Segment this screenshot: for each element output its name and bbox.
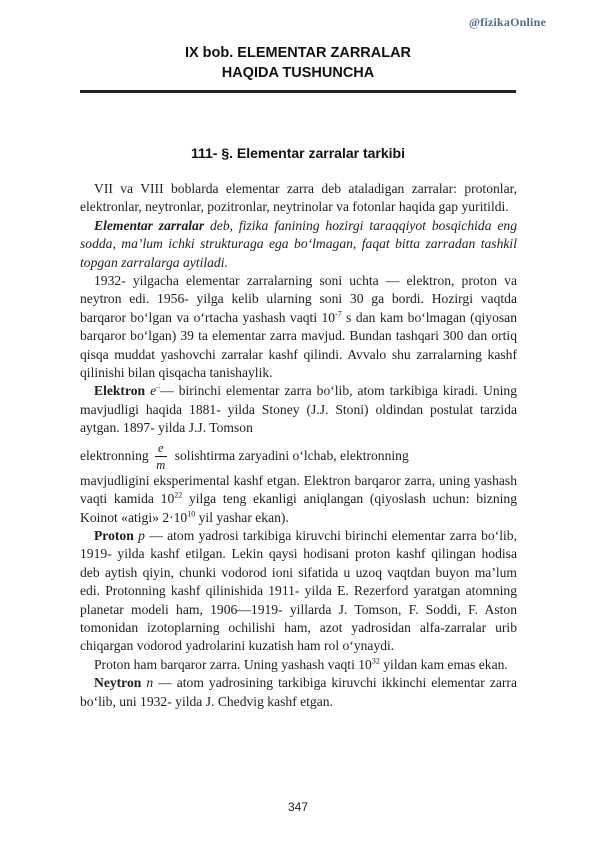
proton-stable-a: Proton ham barqaror zarra. Uning yashash vaqti 10 — [94, 656, 372, 672]
exponent-32: 32 — [371, 656, 380, 666]
fraction-denominator: m — [156, 457, 166, 472]
paragraph-proton-stable — [80, 656, 517, 674]
electron-text-3a: mavjudligini eksperimental kashf etgan. Elektron barqaror zarra, uning yashash vaqti kamida 10 — [80, 472, 517, 507]
electron-fraction-line — [80, 441, 517, 472]
body-text — [80, 180, 517, 711]
history-text-a: 1932- yilgacha elementar zarralarning soni uchta — elektron, proton va neytron edi. 1956- yilga kelib ularning soni 30 ga bordi. Hozirgi vaqtda barqaror bo‘lgan va o‘rtacha yashash vaqti 10 — [80, 273, 517, 325]
electron-text-2: solishtirma zaryadini o‘lchab, elektronning — [174, 447, 409, 463]
paragraph-electron-cont — [80, 472, 517, 527]
paragraph-electron — [80, 382, 517, 437]
neutron-symbol: n — [146, 675, 154, 691]
paragraph-definition — [80, 217, 517, 272]
proton-text: — atom yadrosi tarkibiga kiruvchi birinchi elementar zarra bo‘lib, 1919- yilda kashf etilgan. Lekin qaysi hodisani proton kashf qilingan hodisa deb aytish qiyin, chunki vodorod ioni sifatida u uzoq vaqtdan buyon ma’lum edi. Protonning kashf qilinishida 1911- yilda E. Rezerford yaratgan atomning planetar modeli ham, 1906—1919- yillarda J. Tomson, F. Soddi, F. Aston tomonidan izotoplarning ochilishi ham, azot yadrosidan alfa-zarralar urib chiqargan vodorod yadrolarini kuzatish ham rol o‘ynaydi. — [80, 527, 517, 654]
electron-symbol: e — [150, 383, 157, 399]
definition-text: deb, fizika fanining hozirgi taraqqiyot bosqichida eng sodda, ma’lum ichki strukturaga ega bo‘lmagan, faqat bitta zarradan tashkil topgan zarralarga aytiladi. — [80, 217, 517, 270]
chapter-title — [0, 43, 596, 83]
electron-text-3c: yil yashar ekan). — [195, 509, 289, 525]
chapter-title-line-2: HAQIDA TUSHUNCHA — [221, 65, 375, 81]
exponent-minus-7: -7 — [335, 309, 342, 319]
term-electron: Elektron — [94, 383, 146, 399]
electron-text: — birinchi elementar zarra bo‘lib, atom tarkibiga kiradi. Uning mavjudligi haqida 1881- yilda Stoney (J.J. Stoni) oldindan postulat tarzida aytgan. 1897- yilda J.J. Tomson — [80, 383, 517, 436]
neutron-text: — atom yadrosining tarkibiga kiruvchi ikkinchi elementar zarra bo‘lib, uni 1932- yilda J. Chedvig kashf etgan. — [80, 675, 517, 709]
electron-word: elektronning — [80, 447, 149, 463]
fraction-bar — [155, 456, 167, 457]
fraction-numerator: e — [157, 440, 164, 455]
term-proton: Proton — [94, 527, 134, 543]
exponent-10: 10 — [187, 508, 196, 518]
watermark: @fizikaOnline — [468, 15, 546, 29]
title-divider — [80, 90, 516, 93]
paragraph-proton — [80, 527, 517, 656]
page-number: 347 — [287, 800, 309, 814]
term-neutron: Neytron — [94, 675, 142, 691]
specific-charge-fraction — [155, 441, 167, 472]
proton-symbol: p — [138, 527, 145, 543]
electron-text-3b: yilga teng ekanligi aniqlangan (qiyoslash uchun: bizning Koinot «atigi» 2·10 — [80, 491, 517, 525]
paragraph-intro: VII va VIII boblarda elementar zarra deb ataladigan zarralar: protonlar, elektronlar, neytronlar, pozitronlar, neytrinolar va fotonlar haqida gap yuritildi. — [80, 181, 517, 215]
history-text-b: s dan kam bo‘lmagan (qiyosan barqaror bo‘lgan) 39 ta elementar zarra mavjud. Bundan tashqari 300 dan ortiq qisqa muddat yashovchi zarralar kashf qilindi. Avvalo shu zarralarning kashf qilinishi bilan qisqacha tanishaylik. — [80, 309, 517, 381]
chapter-title-line-1: IX bob. ELEMENTAR ZARRALAR — [184, 45, 412, 61]
paragraph-history — [80, 272, 517, 382]
term-elementar-zarralar: Elementar zarralar — [94, 217, 205, 233]
electron-symbol-charge: – — [156, 382, 161, 392]
exponent-22: 22 — [174, 490, 183, 500]
section-title: 111- §. Elementar zarralar tarkibi — [190, 145, 405, 161]
paragraph-neutron — [80, 674, 517, 711]
proton-stable-b: yildan kam emas ekan. — [379, 656, 508, 672]
